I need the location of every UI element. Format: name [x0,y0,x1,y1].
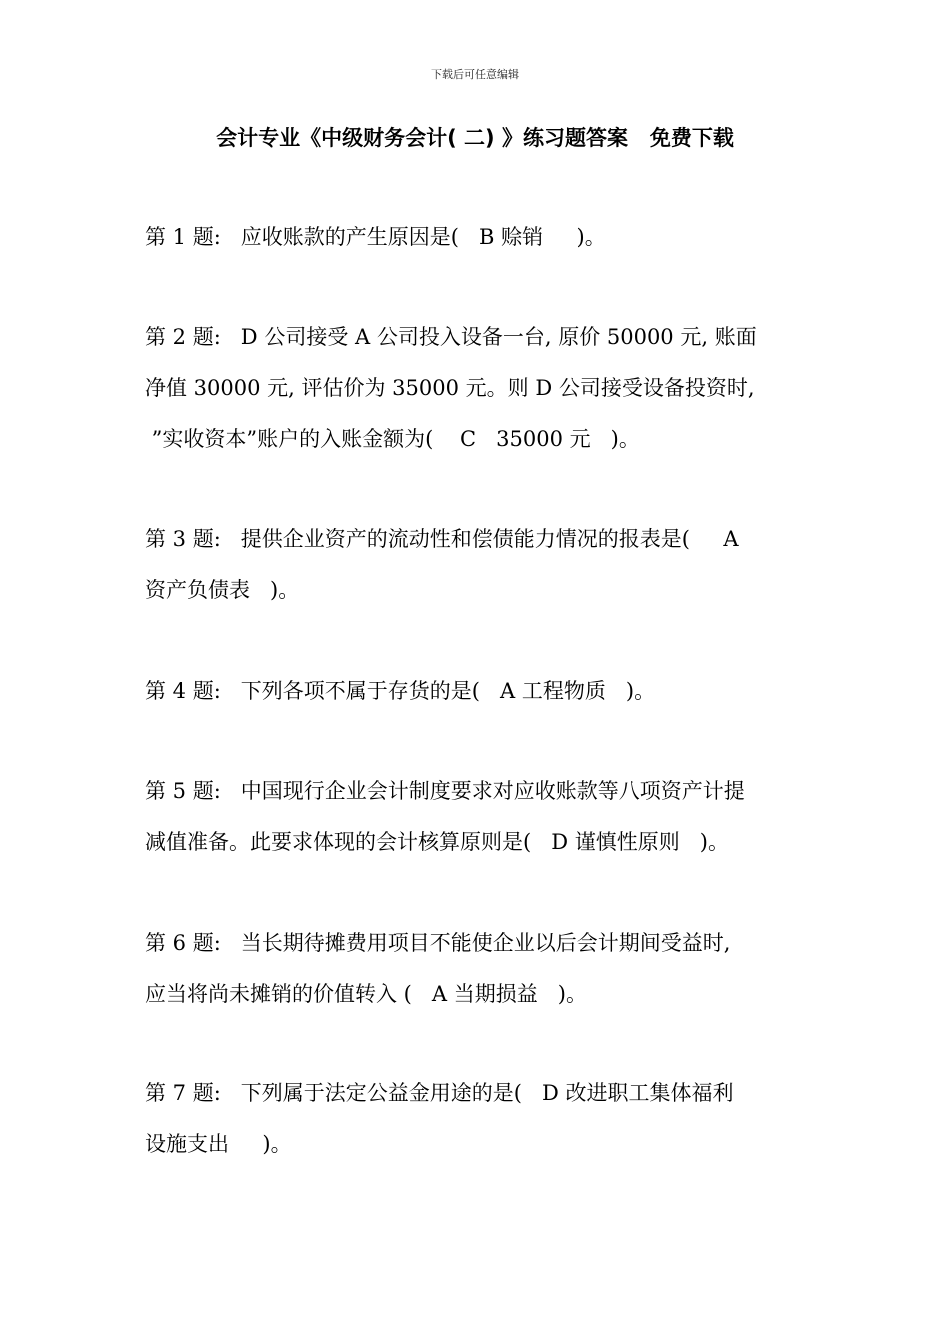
question-line: 第 5 题: 中国现行企业会计制度要求对应收账款等八项资产计提 [145,779,745,803]
question-6 [145,918,810,1020]
question-line: ”实收资本”账户的入账金额为( C 35000 元 )。 [145,427,640,451]
question-line: 应当将尚未摊销的价值转入 ( A 当期损益 )。 [145,982,587,1006]
question-5 [145,766,810,868]
question-line: 第 7 题: 下列属于法定公益金用途的是( D 改进职工集体福利 [145,1081,734,1105]
question-line: 第 2 题: D 公司接受 A 公司投入设备一台, 原价 50000 元, 账面 [145,325,757,349]
question-1 [145,212,810,263]
question-3 [145,514,810,616]
header-note: 下载后可任意编辑 [431,68,519,81]
question-2 [145,312,810,465]
document-title: 会计专业《中级财务会计( 二) 》练习题答案 免费下载 [216,126,734,150]
question-line: 净值 30000 元, 评估价为 35000 元。则 D 公司接受设备投资时, [145,376,755,400]
question-4 [145,666,810,717]
question-line: 第 3 题: 提供企业资产的流动性和偿债能力情况的报表是( A [145,527,739,551]
question-line: 设施支出 )。 [145,1132,292,1156]
question-line: 第 4 题: 下列各项不属于存货的是( A 工程物质 )。 [145,679,656,703]
question-7 [145,1068,810,1170]
question-line: 第 1 题: 应收账款的产生原因是( B 赊销 )。 [145,225,606,249]
question-line: 减值准备。此要求体现的会计核算原则是( D 谨慎性原则 )。 [145,830,729,854]
question-line: 第 6 题: 当长期待摊费用项目不能使企业以后会计期间受益时, [145,931,731,955]
question-line: 资产负债表 )。 [145,578,300,602]
